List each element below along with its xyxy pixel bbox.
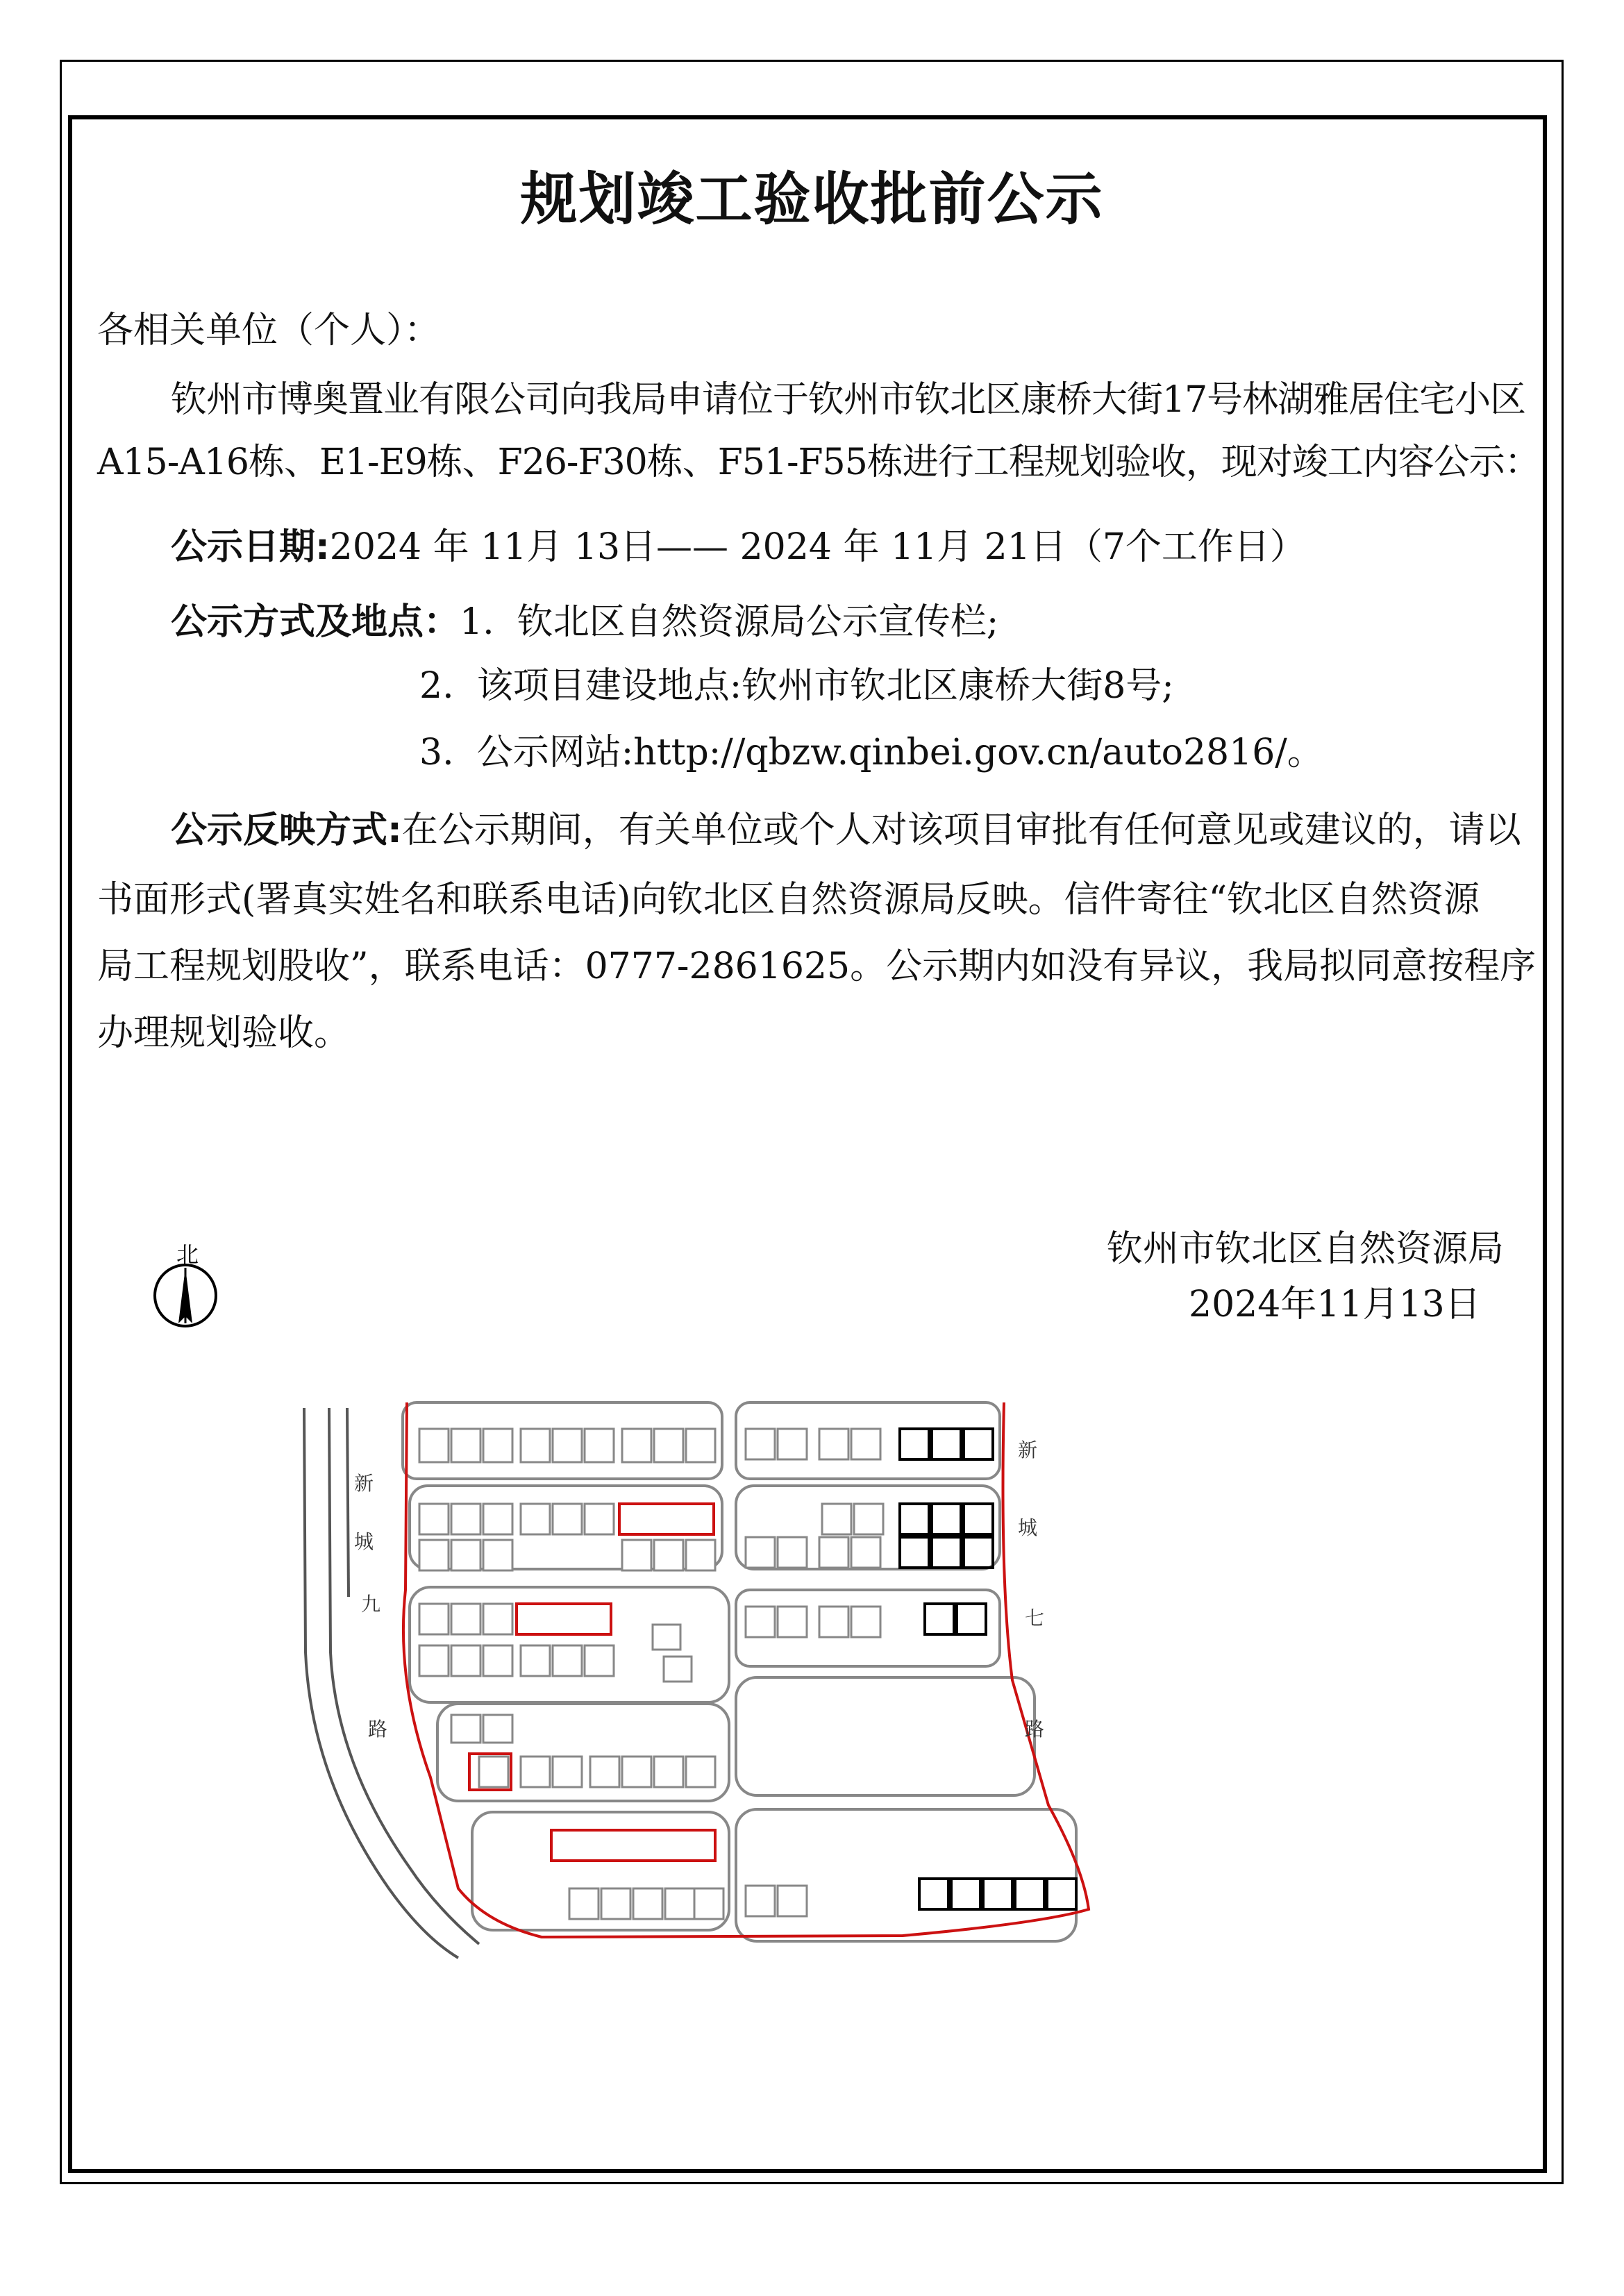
method-item-2-num: 2.: [419, 665, 454, 707]
feedback-line-2: 书面形式(署真实姓名和联系电话)向钦北区自然资源局反映。信件寄往“钦北区自然资源: [97, 879, 1480, 921]
method-item-3-num: 3.: [419, 732, 454, 773]
road-right-4: 路: [1025, 1718, 1045, 1741]
road-left-1: 新: [354, 1472, 374, 1495]
notice-date-label: 公示日期:: [171, 526, 330, 568]
signature-org: 钦州市钦北区自然资源局: [1107, 1228, 1505, 1270]
north-label: 北: [176, 1241, 199, 1268]
road-left-4: 路: [368, 1718, 388, 1741]
method-item-3-text: 公示网站:http://qbzw.qinbei.gov.cn/auto2816/。: [476, 732, 1323, 773]
buildings-gray: [419, 1429, 883, 1919]
method-item-2-text: 该项目建设地点:钦州市钦北区康桥大街8号;: [476, 665, 1174, 707]
signature-date: 2024年11月13日: [1189, 1284, 1481, 1325]
road-left-3: 九: [361, 1593, 381, 1616]
notice-method-label: 公示方式及地点：: [171, 601, 460, 643]
intro-line-2: A15-A16栋、E1-E9栋、F26-F30栋、F51-F55栋进行工程规划验收，现对竣工内容公示：: [97, 442, 1540, 483]
feedback-text-1: 在公示期间，有关单位或个人对该项目审批有任何意见或建议的，请以: [401, 810, 1521, 851]
road-right-1: 新: [1018, 1439, 1038, 1461]
road-right-2: 城: [1018, 1516, 1038, 1539]
feedback-line-3: 局工程规划股收”，联系电话：0777-2861625。公示期内如没有异议，我局拟同意按程序: [97, 946, 1537, 987]
feedback-label: 公示反映方式:: [171, 810, 402, 851]
buildings-black: [900, 1429, 1076, 1909]
notice-date-value: 2024 年 11月 13日—— 2024 年 11月 21日（7个工作日）: [329, 526, 1306, 568]
road-right-3: 七: [1025, 1607, 1045, 1629]
feedback-line-4: 办理规划验收。: [97, 1012, 351, 1054]
method-item-1-text: 钦北区自然资源局公示宣传栏;: [517, 601, 999, 643]
north-arrow: [155, 1241, 216, 1326]
road-left-2: 城: [354, 1530, 374, 1553]
method-item-1-num: 1.: [460, 601, 494, 643]
salutation: 各相关单位（个人）：: [97, 310, 441, 351]
intro-line-1: 钦州市博奥置业有限公司向我局申请位于钦州市钦北区康桥大街17号林湖雅居住宅小区: [171, 379, 1526, 421]
page-title: 规划竣工验收批前公示: [520, 167, 1104, 233]
left-road: [304, 1408, 479, 1958]
